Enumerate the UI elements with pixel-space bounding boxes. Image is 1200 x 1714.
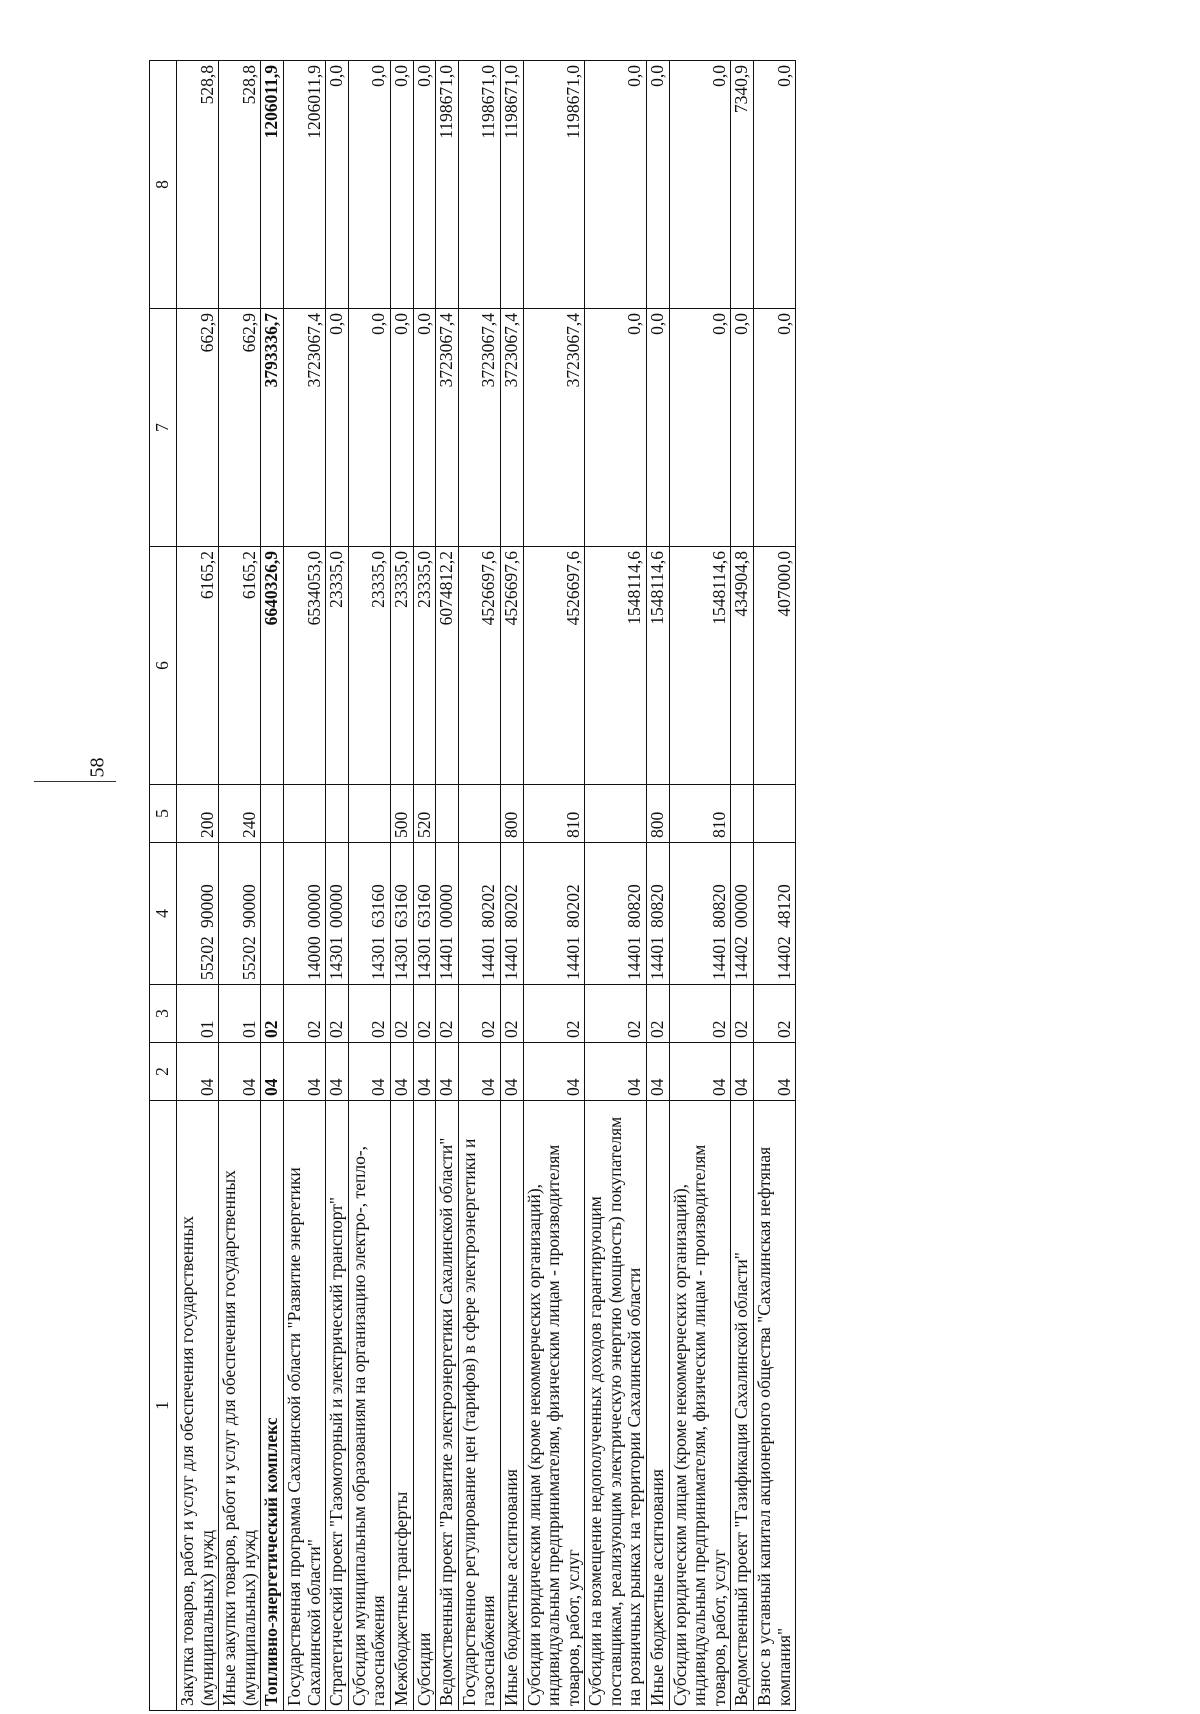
amount-col8: 0,0 <box>326 61 349 309</box>
code-direction: 00000 <box>303 884 324 928</box>
code-section: 04 <box>647 1043 670 1101</box>
code-section: 04 <box>754 1043 796 1101</box>
amount-col8: 7340,9 <box>731 61 754 309</box>
code-program: 55202 <box>196 936 217 980</box>
amount-col7: 3723067,4 <box>436 309 459 547</box>
code-subsection: 02 <box>731 985 754 1043</box>
row-name: Субсидии <box>413 1101 436 1711</box>
amount-col7: 3723067,4 <box>523 309 585 547</box>
table-row <box>390 61 413 1711</box>
row-name: Иные бюджетные ассигнования <box>647 1101 670 1711</box>
table-row <box>177 61 219 1711</box>
table-row <box>731 61 754 1711</box>
amount-col8: 1198671,0 <box>500 61 523 309</box>
code-subsection: 02 <box>390 985 413 1043</box>
code-target <box>647 843 670 985</box>
code-target <box>585 843 647 985</box>
amount-col7: 0,0 <box>754 309 796 547</box>
col-header: 7 <box>150 309 177 547</box>
code-expense-type: 500 <box>390 785 413 843</box>
amount-col8: 0,0 <box>754 61 796 309</box>
amount-col6: 4526697,6 <box>458 547 500 785</box>
code-section: 04 <box>390 1043 413 1101</box>
amount-col8: 1206011,9 <box>261 61 284 309</box>
code-program: 14401 <box>478 936 499 980</box>
code-direction: 63160 <box>390 884 411 928</box>
amount-col8: 0,0 <box>390 61 413 309</box>
table-row <box>326 61 349 1711</box>
code-expense-type <box>731 785 754 843</box>
amount-col7: 662,9 <box>219 309 261 547</box>
code-target <box>219 843 261 985</box>
amount-col6: 6640326,9 <box>261 547 284 785</box>
code-subsection: 02 <box>348 985 390 1043</box>
amount-col7: 3793336,7 <box>261 309 284 547</box>
table-row <box>219 61 261 1711</box>
row-name: Закупка товаров, работ и услуг для обеспечения государственных (муниципальных) нужд <box>177 1101 219 1711</box>
code-target <box>500 843 523 985</box>
code-target <box>731 843 754 985</box>
code-section: 04 <box>283 1043 325 1101</box>
code-program: 14401 <box>500 936 521 980</box>
col-header: 5 <box>150 785 177 843</box>
code-direction: 80202 <box>478 884 499 928</box>
code-target <box>283 843 325 985</box>
amount-col7: 3723067,4 <box>500 309 523 547</box>
amount-col6: 1548114,6 <box>647 547 670 785</box>
code-target <box>390 843 413 985</box>
code-subsection: 01 <box>177 985 219 1043</box>
code-direction: 90000 <box>238 884 259 928</box>
amount-col8: 528,8 <box>177 61 219 309</box>
code-subsection: 02 <box>585 985 647 1043</box>
code-target <box>523 843 585 985</box>
code-subsection: 02 <box>413 985 436 1043</box>
code-section: 04 <box>261 1043 284 1101</box>
budget-table <box>149 60 796 1711</box>
code-subsection: 02 <box>647 985 670 1043</box>
code-program: 55202 <box>238 936 259 980</box>
code-target <box>177 843 219 985</box>
code-subsection: 02 <box>283 985 325 1043</box>
code-subsection: 02 <box>523 985 585 1043</box>
amount-col7: 3723067,4 <box>283 309 325 547</box>
amount-col7: 0,0 <box>585 309 647 547</box>
table-row <box>754 61 796 1711</box>
amount-col8: 1198671,0 <box>458 61 500 309</box>
table-row <box>413 61 436 1711</box>
code-direction: 80202 <box>562 884 583 928</box>
rotated-table <box>149 61 1199 1711</box>
amount-col7: 0,0 <box>326 309 349 547</box>
code-expense-type: 200 <box>177 785 219 843</box>
code-expense-type <box>283 785 325 843</box>
code-section: 04 <box>523 1043 585 1101</box>
amount-col6: 6074812,2 <box>436 547 459 785</box>
code-expense-type <box>585 785 647 843</box>
code-program: 14000 <box>303 936 324 980</box>
row-name: Межбюджетные трансферты <box>390 1101 413 1711</box>
code-expense-type: 800 <box>647 785 670 843</box>
amount-col8: 0,0 <box>647 61 670 309</box>
table-row <box>647 61 670 1711</box>
code-target <box>436 843 459 985</box>
row-name: Взнос в уставный капитал акционерного общества "Сахалинская нефтяная компания" <box>754 1101 796 1711</box>
amount-col6: 23335,0 <box>413 547 436 785</box>
row-name: Субсидия муниципальным образованиям на организацию электро-, тепло-, газоснабжения <box>348 1101 390 1711</box>
code-section: 04 <box>731 1043 754 1101</box>
code-subsection: 02 <box>326 985 349 1043</box>
table-row <box>436 61 459 1711</box>
code-subsection: 01 <box>219 985 261 1043</box>
amount-col6: 6165,2 <box>177 547 219 785</box>
amount-col6: 23335,0 <box>348 547 390 785</box>
code-subsection: 02 <box>669 985 731 1043</box>
code-target <box>458 843 500 985</box>
code-expense-type: 810 <box>523 785 585 843</box>
code-expense-type: 520 <box>413 785 436 843</box>
code-program: 14402 <box>731 936 752 980</box>
code-program: 14301 <box>368 936 389 980</box>
amount-col8: 1206011,9 <box>283 61 325 309</box>
code-section: 04 <box>500 1043 523 1101</box>
amount-col8: 1198671,0 <box>523 61 585 309</box>
code-expense-type: 810 <box>669 785 731 843</box>
code-target <box>413 843 436 985</box>
amount-col7: 0,0 <box>669 309 731 547</box>
code-section: 04 <box>177 1043 219 1101</box>
code-program: 14401 <box>562 936 583 980</box>
amount-col7: 0,0 <box>348 309 390 547</box>
amount-col6: 23335,0 <box>326 547 349 785</box>
row-name: Ведомственный проект "Развитие электроэнергетики Сахалинской области" <box>436 1101 459 1711</box>
code-program: 14401 <box>647 936 668 980</box>
amount-col6: 4526697,6 <box>523 547 585 785</box>
code-program: 14401 <box>436 936 457 980</box>
code-expense-type: 800 <box>500 785 523 843</box>
col-header: 6 <box>150 547 177 785</box>
amount-col8: 0,0 <box>669 61 731 309</box>
table-row <box>500 61 523 1711</box>
code-direction: 63160 <box>413 884 434 928</box>
amount-col7: 3723067,4 <box>458 309 500 547</box>
table-body <box>177 61 796 1711</box>
code-expense-type <box>348 785 390 843</box>
table-row <box>261 61 284 1711</box>
code-direction: 90000 <box>196 884 217 928</box>
code-program: 14401 <box>624 936 645 980</box>
row-name: Государственное регулирование цен (тарифов) в сфере электроэнергетики и газоснабжения <box>458 1101 500 1711</box>
code-target <box>754 843 796 985</box>
code-program: 14402 <box>773 936 794 980</box>
code-direction: 48120 <box>773 884 794 928</box>
code-direction: 80820 <box>624 884 645 928</box>
col-header: 2 <box>150 1043 177 1101</box>
code-direction: 63160 <box>368 884 389 928</box>
amount-col8: 1198671,0 <box>436 61 459 309</box>
code-section: 04 <box>585 1043 647 1101</box>
row-name: Субсидии на возмещение недополученных доходов гарантирующим поставщикам, реализующим электрическую энергию (мощность) покупателям на розничных рынках на территории Сахалинской области <box>585 1101 647 1711</box>
code-section: 04 <box>458 1043 500 1101</box>
code-expense-type <box>436 785 459 843</box>
code-program: 14401 <box>708 936 729 980</box>
code-target <box>261 843 284 985</box>
code-subsection: 02 <box>500 985 523 1043</box>
code-section: 04 <box>669 1043 731 1101</box>
code-section: 04 <box>219 1043 261 1101</box>
code-target <box>348 843 390 985</box>
amount-col8: 0,0 <box>413 61 436 309</box>
amount-col8: 528,8 <box>219 61 261 309</box>
amount-col6: 6165,2 <box>219 547 261 785</box>
code-section: 04 <box>348 1043 390 1101</box>
table-row <box>348 61 390 1711</box>
amount-col7: 0,0 <box>731 309 754 547</box>
code-section: 04 <box>326 1043 349 1101</box>
code-direction: 00000 <box>436 884 457 928</box>
row-name: Иные закупки товаров, работ и услуг для обеспечения государственных (муниципальных) нужд <box>219 1101 261 1711</box>
code-direction: 80820 <box>647 884 668 928</box>
code-expense-type <box>261 785 284 843</box>
amount-col6: 1548114,6 <box>669 547 731 785</box>
amount-col7: 662,9 <box>177 309 219 547</box>
col-header: 4 <box>150 843 177 985</box>
header-row <box>150 61 177 1711</box>
code-subsection: 02 <box>754 985 796 1043</box>
code-section: 04 <box>413 1043 436 1101</box>
code-subsection: 02 <box>436 985 459 1043</box>
row-name: Ведомственный проект "Газификация Сахалинской области" <box>731 1101 754 1711</box>
row-name: Топливно-энергетический комплекс <box>261 1101 284 1711</box>
code-expense-type <box>458 785 500 843</box>
amount-col6: 1548114,6 <box>585 547 647 785</box>
code-target <box>669 843 731 985</box>
table-row <box>458 61 500 1711</box>
row-name: Субсидии юридическим лицам (кроме некоммерческих организаций), индивидуальным предпринимателям, физическим лицам - производителям товаров, работ, услуг <box>523 1101 585 1711</box>
code-direction: 80202 <box>500 884 521 928</box>
row-name: Иные бюджетные ассигнования <box>500 1101 523 1711</box>
amount-col8: 0,0 <box>348 61 390 309</box>
row-name: Субсидии юридическим лицам (кроме некоммерческих организаций), индивидуальным предпринимателям, физическим лицам - производителям товаров, работ, услуг <box>669 1101 731 1711</box>
amount-col8: 0,0 <box>585 61 647 309</box>
col-header: 3 <box>150 985 177 1043</box>
code-program: 14301 <box>390 936 411 980</box>
table-row <box>669 61 731 1711</box>
amount-col6: 6534053,0 <box>283 547 325 785</box>
amount-col7: 0,0 <box>647 309 670 547</box>
amount-col7: 0,0 <box>390 309 413 547</box>
code-section: 04 <box>436 1043 459 1101</box>
amount-col6: 4526697,6 <box>500 547 523 785</box>
code-target <box>326 843 349 985</box>
code-direction: 00000 <box>326 884 347 928</box>
table-row <box>283 61 325 1711</box>
amount-col7: 0,0 <box>413 309 436 547</box>
page-number: 58 <box>86 757 109 778</box>
amount-col6: 23335,0 <box>390 547 413 785</box>
amount-col6: 434904,8 <box>731 547 754 785</box>
code-program: 14301 <box>326 936 347 980</box>
code-program: 14301 <box>413 936 434 980</box>
table-row <box>523 61 585 1711</box>
code-subsection: 02 <box>261 985 284 1043</box>
code-direction: 00000 <box>731 884 752 928</box>
code-direction: 80820 <box>708 884 729 928</box>
amount-col6: 407000,0 <box>754 547 796 785</box>
code-subsection: 02 <box>458 985 500 1043</box>
col-header: 8 <box>150 61 177 309</box>
margin-rule <box>34 781 116 782</box>
row-name: Государственная программа Сахалинской области "Развитие энергетики Сахалинской области" <box>283 1101 325 1711</box>
code-expense-type: 240 <box>219 785 261 843</box>
row-name: Стратегический проект "Газомоторный и электрический транспорт" <box>326 1101 349 1711</box>
code-expense-type <box>754 785 796 843</box>
col-header: 1 <box>150 1101 177 1711</box>
table-row <box>585 61 647 1711</box>
code-expense-type <box>326 785 349 843</box>
